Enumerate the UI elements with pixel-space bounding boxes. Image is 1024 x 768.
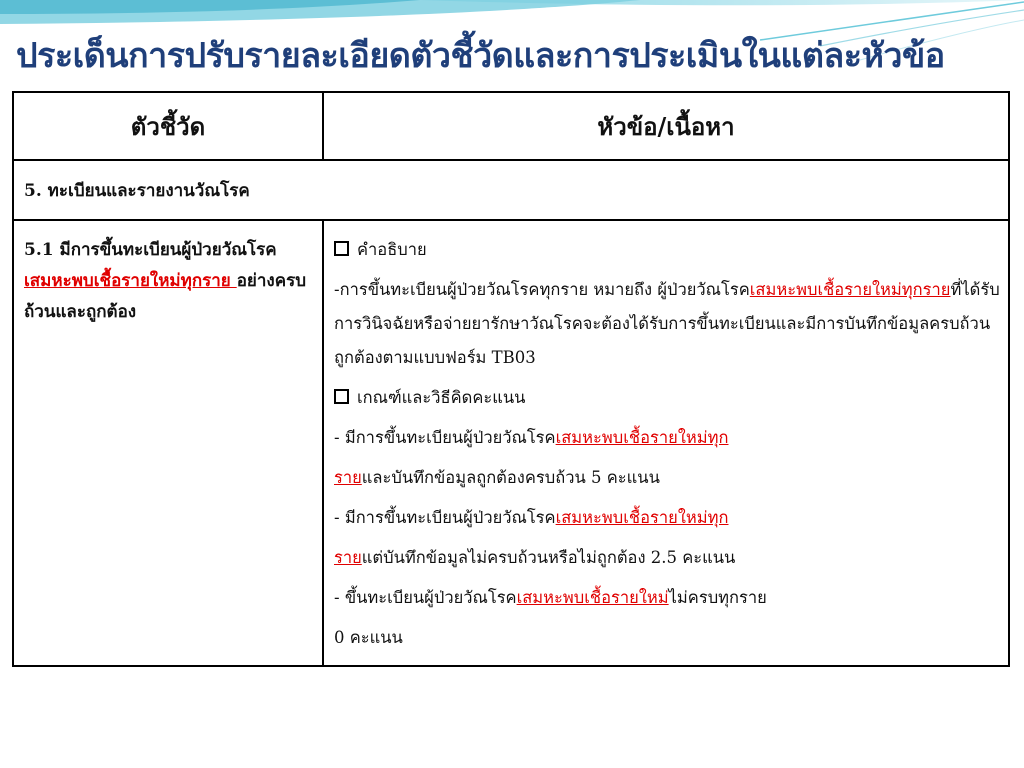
indicator-text: 5.1 มีการขึ้นทะเบียนผู้ป่วยวัณโรค — [24, 240, 277, 260]
checkbox-bullet-icon — [334, 389, 349, 404]
criteria-highlight: เสมหะพบเชื้อรายใหม่ทุก — [555, 508, 729, 527]
criteria-highlight: เสมหะพบเชื้อรายใหม่ — [516, 588, 669, 607]
indicator-table — [12, 91, 1010, 667]
criteria-item-1: - มีการขึ้นทะเบียนผู้ป่วยวัณโรคเสมหะพบเชื้อรายใหม่ทุก — [334, 428, 729, 447]
criteria-highlight: ราย — [334, 548, 362, 567]
section-title: 5. ทะเบียนและรายงานวัณโรค — [13, 160, 1009, 220]
description-heading: คำอธิบาย — [334, 233, 1000, 267]
criteria-highlight: เสมหะพบเชื้อรายใหม่ทุก — [555, 428, 729, 447]
criteria-highlight: ราย — [334, 468, 362, 487]
indicator-text-end: อย่างครบถ้วนและถูกต้อง — [24, 271, 307, 322]
criteria-item-2-cont: รายแต่บันทึกข้อมูลไม่ครบถ้วนหรือไม่ถูกต้อง 2.5 คะแนน — [334, 548, 736, 567]
criteria-item-1-cont: รายและบันทึกข้อมูลถูกต้องครบถ้วน 5 คะแนน — [334, 468, 660, 487]
description-paragraph: -การขึ้นทะเบียนผู้ป่วยวัณโรคทุกราย หมายถึง ผู้ป่วยวัณโรคเสมหะพบเชื้อรายใหม่ทุกรายที่ได้รับการวินิจฉัยหรือจ่ายยารักษาวัณโรคจะต้องได้รับการขึ้นทะเบียนและมีการบันทึกข้อมูลครบถ้วนถูกต้องตามแบบฟอร์ม TB03 — [334, 280, 1000, 367]
indicator-highlight: เสมหะพบเชื้อรายใหม่ทุกราย — [24, 271, 237, 291]
header-content: หัวข้อ/เนื้อหา — [323, 92, 1009, 160]
description-highlight: เสมหะพบเชื้อรายใหม่ทุกราย — [749, 280, 951, 299]
content-cell — [323, 220, 1009, 666]
table-header-row — [13, 92, 1009, 160]
criteria-item-3-score: 0 คะแนน — [334, 628, 403, 647]
header-indicator: ตัวชี้วัด — [13, 92, 323, 160]
page-title: ประเด็นการปรับรายละเอียดตัวชี้วัดและการประเมินในแต่ละหัวข้อ — [16, 36, 945, 76]
checkbox-bullet-icon — [334, 241, 349, 256]
criteria-item-3: - ขึ้นทะเบียนผู้ป่วยวัณโรคเสมหะพบเชื้อรายใหม่ไม่ครบทุกราย — [334, 588, 767, 607]
table-row — [13, 220, 1009, 666]
indicator-cell — [13, 220, 323, 666]
criteria-item-2: - มีการขึ้นทะเบียนผู้ป่วยวัณโรคเสมหะพบเชื้อรายใหม่ทุก — [334, 508, 729, 527]
criteria-heading: เกณฑ์และวิธีคิดคะแนน — [334, 381, 1000, 415]
section-row — [13, 160, 1009, 220]
